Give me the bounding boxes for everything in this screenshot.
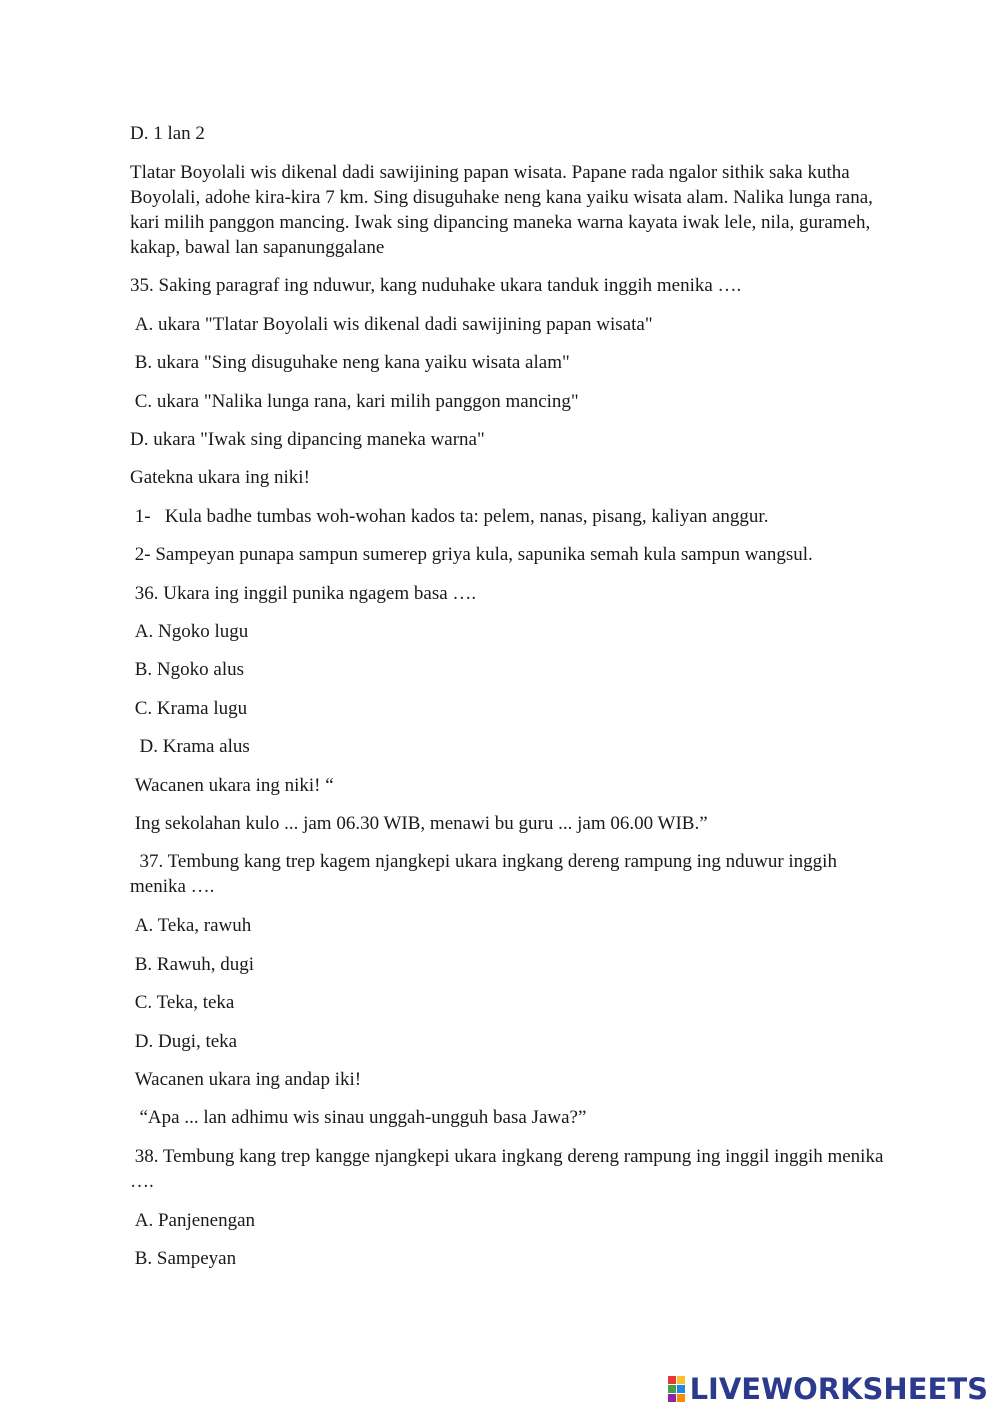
question-38: 38. Tembung kang trep kangge njangkepi ukara ingkang dereng rampung ing inggil inggih menika …. [130,1146,889,1192]
answer-option: A. Ngoko lugu [130,621,249,642]
answer-option: B. Rawuh, dugi [130,954,255,975]
reading-paragraph: Tlatar Boyolali wis dikenal dadi sawijining papan wisata. Papane rada ngalor sithik saka kutha Boyolali, adohe kira-kira 7 km. Sing disuguhake neng kana yaiku wisata alam. Nalika lunga rana, kari milih panggon mancing. Iwak sing dipancing maneka warna kayata iwak lele, nila, gurameh, kakap, bawal lan sapanunggalane [130,162,878,258]
answer-option: A. Teka, rawuh [130,915,252,936]
example-sentence: “Apa ... lan adhimu wis sinau unggah-ungguh basa Jawa?” [130,1107,587,1128]
answer-option: B. Sampeyan [130,1248,237,1269]
example-sentence: 1- Kula badhe tumbas woh-wohan kados ta: pelem, nanas, pisang, kaliyan anggur. [130,506,769,527]
answer-option: C. Krama lugu [130,698,248,719]
answer-option: D. Dugi, teka [130,1031,238,1052]
question-37: 37. Tembung kang trep kagem njangkepi ukara ingkang dereng rampung ing nduwur inggih menika …. [130,851,842,897]
instruction-text: Wacanen ukara ing niki! “ [130,775,334,796]
answer-option: A. Panjenengan [130,1210,256,1231]
instruction-text: Wacanen ukara ing andap iki! [130,1069,362,1090]
answer-option: B. Ngoko alus [130,659,244,680]
instruction-text: Gatekna ukara ing niki! [130,467,310,488]
logo-square [677,1385,685,1393]
liveworksheets-logo-icon [668,1376,685,1402]
answer-option: A. ukara "Tlatar Boyolali wis dikenal dadi sawijining papan wisata" [130,314,653,335]
liveworksheets-logo [668,1372,988,1406]
question-35: 35. Saking paragraf ing nduwur, kang nuduhake ukara tanduk inggih menika …. [130,275,742,296]
liveworksheets-wordmark: LIVEWORKSHEETS [689,1372,988,1406]
logo-square [677,1376,685,1384]
answer-option: C. ukara "Nalika lunga rana, kari milih panggon mancing" [130,391,579,412]
example-sentence: 2- Sampeyan punapa sampun sumerep griya kula, sapunika semah kula sampun wangsul. [130,544,813,565]
logo-square [668,1385,676,1393]
answer-option: D. ukara "Iwak sing dipancing maneka warna" [130,429,485,450]
question-36: 36. Ukara ing inggil punika ngagem basa …. [130,583,477,604]
logo-square [668,1394,676,1402]
answer-option: D. Krama alus [130,736,250,757]
example-sentence: Ing sekolahan kulo ... jam 06.30 WIB, menawi bu guru ... jam 06.00 WIB.” [130,813,708,834]
answer-option: D. 1 lan 2 [130,123,205,144]
answer-option: B. ukara "Sing disuguhake neng kana yaiku wisata alam" [130,352,570,373]
answer-option: C. Teka, teka [130,992,235,1013]
logo-square [668,1376,676,1384]
logo-square [677,1394,685,1402]
